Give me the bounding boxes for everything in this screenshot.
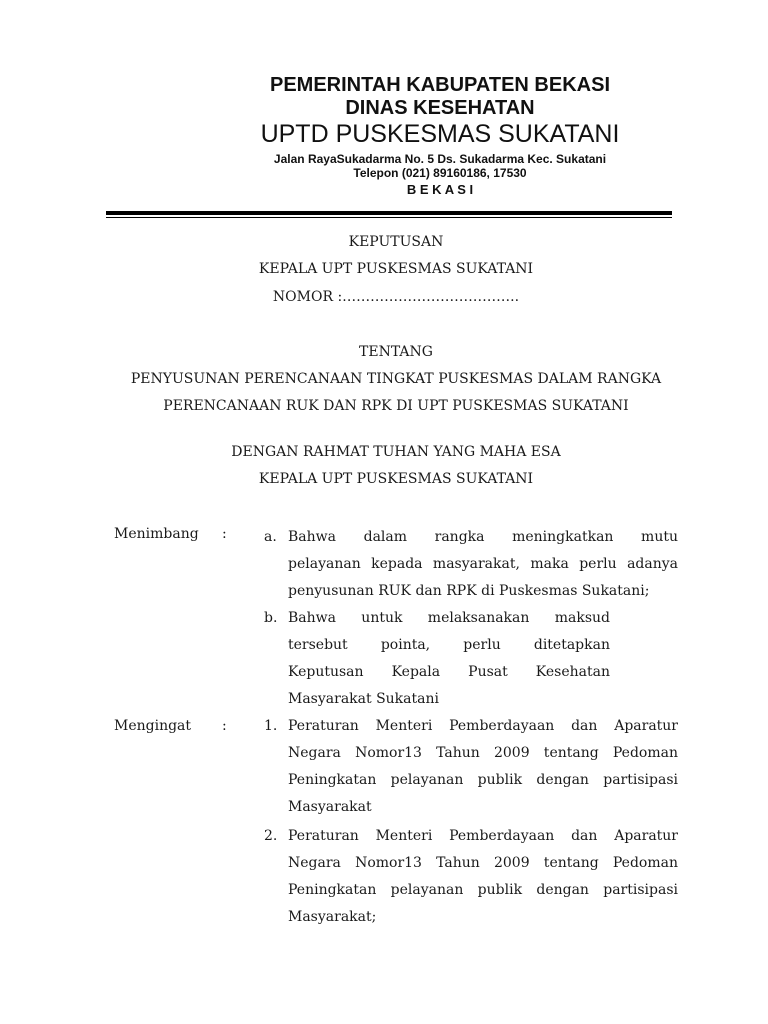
mengingat-1-line: Peraturan Menteri Pemberdayaan dan Aparatur — [288, 718, 678, 734]
mengingat-2-line: Negara Nomor13 Tahun 2009 tentang Pedoman — [288, 855, 678, 871]
subject-line-2: PERENCANAAN RUK DAN RPK DI UPT PUSKESMAS SUKATANI — [163, 398, 629, 414]
mengingat-1-line: Masyarakat — [288, 799, 372, 815]
menimbang-a-marker: a. — [264, 529, 277, 545]
letterhead-government: PEMERINTAH KABUPATEN BEKASI — [269, 74, 610, 96]
decision-issuer: KEPALA UPT PUSKESMAS SUKATANI — [258, 261, 534, 277]
mengingat-2-line: Masyarakat; — [288, 909, 377, 925]
letterhead-address: Jalan RayaSukadarma No. 5 Ds. Sukadarma Kec. Sukatani — [273, 152, 607, 166]
letterhead-agency: DINAS KESEHATAN — [345, 97, 535, 119]
letterhead-phone: Telepon (021) 89160186, 17530 — [353, 166, 527, 180]
menimbang-a-line: Bahwa dalam rangka meningkatkan mutu — [288, 529, 678, 545]
menimbang-b-marker: b. — [264, 610, 278, 626]
issuer-line: KEPALA UPT PUSKESMAS SUKATANI — [258, 471, 534, 487]
menimbang-label: Menimbang — [114, 526, 199, 542]
menimbang-a-line: pelayanan kepada masyarakat, maka perlu adanya — [288, 556, 678, 572]
mengingat-2-line: Peraturan Menteri Pemberdayaan dan Aparatur — [288, 828, 678, 844]
mengingat-1-line: Negara Nomor13 Tahun 2009 tentang Pedoman — [288, 745, 678, 761]
mengingat-1-line: Peningkatan pelayanan publik dengan partisipasi — [288, 772, 678, 788]
mengingat-colon: : — [222, 718, 227, 734]
letterhead-city: B E K A S I — [406, 182, 474, 197]
menimbang-b-line: Masyarakat Sukatani — [288, 691, 439, 707]
menimbang-colon: : — [222, 526, 227, 542]
letterhead-institution: UPTD PUSKESMAS SUKATANI — [260, 120, 620, 148]
about-heading: TENTANG — [359, 344, 433, 360]
letterhead-rule-thin — [106, 217, 672, 218]
mengingat-2-line: Peningkatan pelayanan publik dengan partisipasi — [288, 882, 678, 898]
menimbang-b-line: Bahwa untuk melaksanakan maksud — [288, 610, 610, 626]
mengingat-label: Mengingat — [114, 718, 192, 734]
letterhead-rule-thick — [106, 211, 672, 215]
subject-line-1: PENYUSUNAN PERENCANAAN TINGKAT PUSKESMAS DALAM RANGKA — [130, 371, 662, 387]
mengingat-2-marker: 2. — [264, 828, 278, 844]
decision-number: NOMOR :……………………………….. — [272, 289, 520, 305]
menimbang-a-line: penyusunan RUK dan RPK di Puskesmas Sukatani; — [288, 583, 650, 599]
menimbang-b-line: tersebut pointa, perlu ditetapkan — [288, 637, 610, 653]
decision-heading: KEPUTUSAN — [348, 234, 444, 250]
menimbang-b-line: Keputusan Kepala Pusat Kesehatan — [288, 664, 610, 680]
mengingat-1-marker: 1. — [264, 718, 278, 734]
blessing-line: DENGAN RAHMAT TUHAN YANG MAHA ESA — [231, 444, 561, 460]
